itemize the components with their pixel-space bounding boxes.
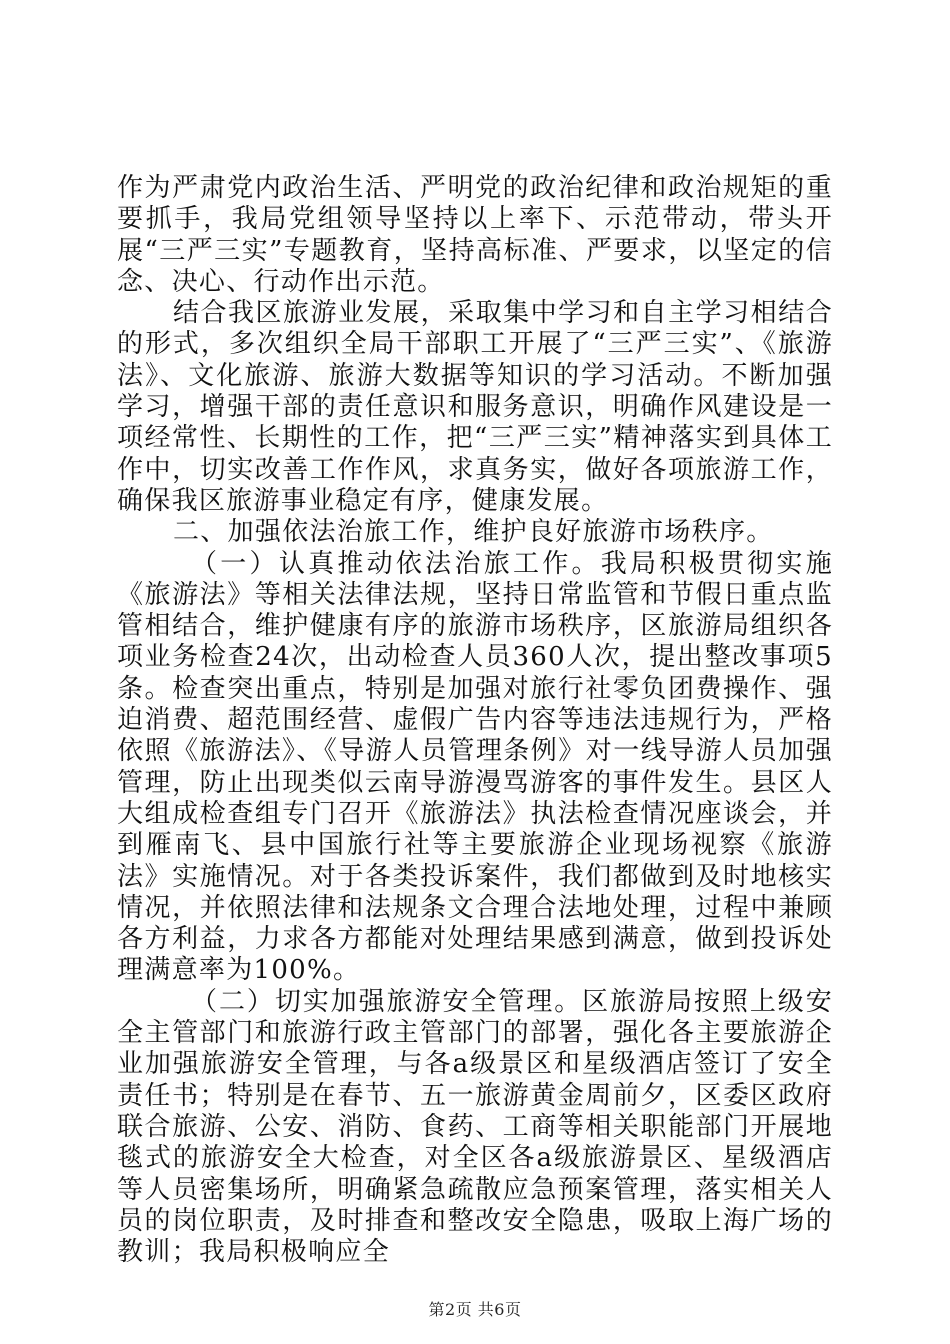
- paragraph-3: （一）认真推动依法治旅工作。我局积极贯彻实施《旅游法》等相关法律法规，坚持日常监管和节假日重点监管相结合，维护健康有序的旅游市场秩序，区旅游局组织各项业务检查24次，出动检查人员360人次，提出整改事项5条。检查突出重点，特别是加强对旅行社零负团费操作、强迫消费、超范围经营、虚假广告内容等违法违规行为，严格依照《旅游法》、《导游人员管理条例》对一线导游人员加强管理，防止出现类似云南导游漫骂游客的事件发生。县区人大组成检查组专门召开《旅游法》执法检查情况座谈会，并到雁南飞、县中国旅行社等主要旅游企业现场视察《旅游法》实施情况。对于各类投诉案件，我们都做到及时地核实情况，并依照法律和法规条文合理合法地处理，过程中兼顾各方利益，力求各方都能对处理结果感到满意，做到投诉处理满意率为100%。: [117, 548, 833, 986]
- paragraph-4: （二）切实加强旅游安全管理。区旅游局按照上级安全主管部门和旅游行政主管部门的部署，强化各主要旅游企业加强旅游安全管理，与各a级景区和星级酒店签订了安全责任书；特别是在春节、五一旅游黄金周前夕，区委区政府联合旅游、公安、消防、食药、工商等相关职能部门开展地毯式的旅游安全大检查，对全区各a级旅游景区、星级酒店等人员密集场所，明确紧急疏散应急预案管理，落实相关人员的岗位职责，及时排查和整改安全隐患，吸取上海广场的教训；我局积极响应全: [117, 986, 833, 1268]
- paragraph-2: 结合我区旅游业发展，采取集中学习和自主学习相结合的形式，多次组织全局干部职工开展了“三严三实”、《旅游法》、文化旅游、旅游大数据等知识的学习活动。不断加强学习，增强干部的责任意识和服务意识，明确作风建设是一项经常性、长期性的工作，把“三严三实”精神落实到具体工作中，切实改善工作作风，求真务实，做好各项旅游工作，确保我区旅游事业稳定有序，健康发展。: [117, 298, 833, 516]
- paragraph-1: 作为严肃党内政治生活、严明党的政治纪律和政治规矩的重要抓手，我局党组领导坚持以上率下、示范带动，带头开展“三严三实”专题教育，坚持高标准、严要求，以坚定的信念、决心、行动作出示范。: [117, 173, 833, 297]
- section-heading: 二、加强依法治旅工作，维护良好旅游市场秩序。: [173, 517, 774, 548]
- page-number-footer: 第2页 共6页: [428, 1300, 522, 1319]
- document-body: [117, 173, 833, 1268]
